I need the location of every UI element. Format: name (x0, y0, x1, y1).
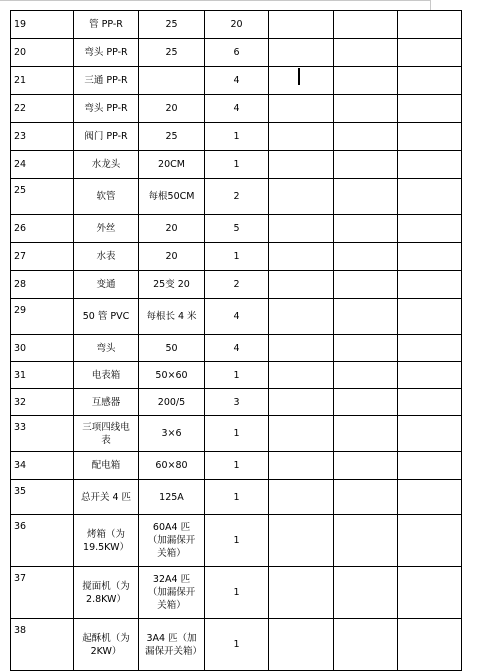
item-name-cell: 50 管 PVC (74, 299, 139, 335)
empty-cell[interactable] (398, 480, 462, 515)
quantity-cell: 3 (205, 389, 269, 416)
empty-cell[interactable] (398, 299, 462, 335)
table-row (11, 11, 462, 39)
row-number-cell: 26 (11, 215, 74, 243)
spec-cell: 20CM (139, 151, 205, 179)
materials-table (10, 10, 462, 671)
spec-cell: 25 (139, 11, 205, 39)
empty-cell[interactable] (398, 243, 462, 271)
row-number-cell: 35 (11, 480, 74, 515)
page-margin-marker (430, 0, 431, 10)
empty-cell[interactable] (334, 67, 398, 95)
row-number-cell: 20 (11, 39, 74, 67)
item-name-cell: 水龙头 (74, 151, 139, 179)
empty-cell[interactable] (398, 95, 462, 123)
empty-cell[interactable] (269, 243, 334, 271)
table-row (11, 95, 462, 123)
empty-cell[interactable] (398, 179, 462, 215)
empty-cell[interactable] (334, 11, 398, 39)
quantity-cell: 1 (205, 123, 269, 151)
empty-cell[interactable] (269, 179, 334, 215)
row-number-cell: 33 (11, 416, 74, 452)
item-name-cell: 阀门 PP-R (74, 123, 139, 151)
empty-cell[interactable] (334, 179, 398, 215)
empty-cell[interactable] (398, 151, 462, 179)
quantity-cell: 1 (205, 567, 269, 619)
quantity-cell: 1 (205, 243, 269, 271)
empty-cell[interactable] (334, 299, 398, 335)
quantity-cell: 2 (205, 179, 269, 215)
quantity-cell: 20 (205, 11, 269, 39)
item-name-cell: 外丝 (74, 215, 139, 243)
empty-cell[interactable] (269, 39, 334, 67)
table-row (11, 243, 462, 271)
item-name-cell: 管 PP-R (74, 11, 139, 39)
table-row (11, 179, 462, 215)
quantity-cell: 6 (205, 39, 269, 67)
text-cursor (298, 68, 300, 85)
item-name-cell: 软管 (74, 179, 139, 215)
spec-cell: 200/5 (139, 389, 205, 416)
empty-cell[interactable] (398, 567, 462, 619)
item-name-cell: 搅面机（为 2.8KW） (74, 567, 139, 619)
spec-cell: 20 (139, 243, 205, 271)
spec-cell: 60×80 (139, 452, 205, 480)
spec-cell: 每根50CM (139, 179, 205, 215)
materials-table-body (11, 11, 462, 671)
empty-cell[interactable] (398, 215, 462, 243)
empty-cell[interactable] (398, 271, 462, 299)
table-row (11, 452, 462, 480)
table-row (11, 389, 462, 416)
quantity-cell: 1 (205, 515, 269, 567)
spec-cell: 25 (139, 123, 205, 151)
spec-cell: 每根长 4 米 (139, 299, 205, 335)
row-number-cell: 22 (11, 95, 74, 123)
item-name-cell: 三通 PP-R (74, 67, 139, 95)
quantity-cell: 1 (205, 362, 269, 389)
empty-cell[interactable] (269, 567, 334, 619)
empty-cell[interactable] (398, 335, 462, 362)
empty-cell[interactable] (334, 567, 398, 619)
empty-cell[interactable] (398, 452, 462, 480)
empty-cell[interactable] (269, 515, 334, 567)
empty-cell[interactable] (269, 215, 334, 243)
empty-cell[interactable] (398, 11, 462, 39)
empty-cell[interactable] (334, 416, 398, 452)
quantity-cell: 4 (205, 299, 269, 335)
row-number-cell: 34 (11, 452, 74, 480)
table-row (11, 299, 462, 335)
empty-cell[interactable] (334, 389, 398, 416)
empty-cell[interactable] (269, 299, 334, 335)
quantity-cell: 1 (205, 416, 269, 452)
empty-cell[interactable] (334, 39, 398, 67)
empty-cell[interactable] (334, 480, 398, 515)
table-row (11, 416, 462, 452)
spec-cell: 60A4 匹（加漏保开关箱） (139, 515, 205, 567)
table-row (11, 151, 462, 179)
row-number-cell: 28 (11, 271, 74, 299)
spec-cell: 125A (139, 480, 205, 515)
item-name-cell: 总开关 4 匹 (74, 480, 139, 515)
row-number-cell: 37 (11, 567, 74, 619)
empty-cell[interactable] (269, 271, 334, 299)
spec-cell: 25变 20 (139, 271, 205, 299)
quantity-cell: 5 (205, 215, 269, 243)
quantity-cell: 1 (205, 619, 269, 671)
spec-cell: 20 (139, 215, 205, 243)
empty-cell[interactable] (269, 335, 334, 362)
row-number-cell: 21 (11, 67, 74, 95)
item-name-cell: 弯头 PP-R (74, 95, 139, 123)
empty-cell[interactable] (334, 215, 398, 243)
row-number-cell: 36 (11, 515, 74, 567)
empty-cell[interactable] (334, 271, 398, 299)
spec-cell: 3×6 (139, 416, 205, 452)
empty-cell[interactable] (398, 515, 462, 567)
table-row (11, 567, 462, 619)
quantity-cell: 2 (205, 271, 269, 299)
spec-cell: 32A4 匹（加漏保开关箱） (139, 567, 205, 619)
empty-cell[interactable] (398, 389, 462, 416)
quantity-cell: 4 (205, 335, 269, 362)
row-number-cell: 27 (11, 243, 74, 271)
item-name-cell: 弯头 (74, 335, 139, 362)
page-top-border (0, 0, 430, 1)
empty-cell[interactable] (269, 151, 334, 179)
spec-cell: 25 (139, 39, 205, 67)
empty-cell[interactable] (398, 416, 462, 452)
item-name-cell: 电表箱 (74, 362, 139, 389)
item-name-cell: 变通 (74, 271, 139, 299)
item-name-cell: 配电箱 (74, 452, 139, 480)
item-name-cell: 互感器 (74, 389, 139, 416)
empty-cell[interactable] (398, 39, 462, 67)
row-number-cell: 19 (11, 11, 74, 39)
quantity-cell: 4 (205, 95, 269, 123)
empty-cell[interactable] (269, 480, 334, 515)
empty-cell[interactable] (398, 67, 462, 95)
row-number-cell: 23 (11, 123, 74, 151)
spec-cell: 50 (139, 335, 205, 362)
empty-cell[interactable] (269, 11, 334, 39)
empty-cell[interactable] (269, 67, 334, 95)
row-number-cell: 32 (11, 389, 74, 416)
quantity-cell: 4 (205, 67, 269, 95)
empty-cell[interactable] (269, 452, 334, 480)
row-number-cell: 31 (11, 362, 74, 389)
table-row (11, 271, 462, 299)
empty-cell[interactable] (334, 452, 398, 480)
empty-cell[interactable] (398, 123, 462, 151)
spec-cell: 50×60 (139, 362, 205, 389)
item-name-cell: 三项四线电表 (74, 416, 139, 452)
table-row (11, 362, 462, 389)
empty-cell[interactable] (269, 362, 334, 389)
item-name-cell: 水表 (74, 243, 139, 271)
empty-cell[interactable] (334, 335, 398, 362)
item-name-cell: 弯头 PP-R (74, 39, 139, 67)
spec-cell: 3A4 匹（加漏保开关箱） (139, 619, 205, 671)
empty-cell[interactable] (269, 95, 334, 123)
quantity-cell: 1 (205, 151, 269, 179)
table-row (11, 335, 462, 362)
table-row (11, 123, 462, 151)
row-number-cell: 38 (11, 619, 74, 671)
item-name-cell: 烤箱（为 19.5KW） (74, 515, 139, 567)
spec-cell (139, 67, 205, 95)
empty-cell[interactable] (334, 515, 398, 567)
empty-cell[interactable] (334, 362, 398, 389)
table-row (11, 215, 462, 243)
row-number-cell: 25 (11, 179, 74, 215)
row-number-cell: 24 (11, 151, 74, 179)
empty-cell[interactable] (334, 243, 398, 271)
table-row (11, 39, 462, 67)
item-name-cell: 起酥机（为 2KW） (74, 619, 139, 671)
empty-cell[interactable] (398, 362, 462, 389)
quantity-cell: 1 (205, 452, 269, 480)
table-row (11, 515, 462, 567)
empty-cell[interactable] (269, 416, 334, 452)
table-row (11, 480, 462, 515)
empty-cell[interactable] (334, 151, 398, 179)
table-row (11, 67, 462, 95)
quantity-cell: 1 (205, 480, 269, 515)
spec-cell: 20 (139, 95, 205, 123)
empty-cell[interactable] (334, 95, 398, 123)
empty-cell[interactable] (269, 389, 334, 416)
row-number-cell: 30 (11, 335, 74, 362)
empty-cell[interactable] (334, 123, 398, 151)
empty-cell[interactable] (269, 123, 334, 151)
row-number-cell: 29 (11, 299, 74, 335)
